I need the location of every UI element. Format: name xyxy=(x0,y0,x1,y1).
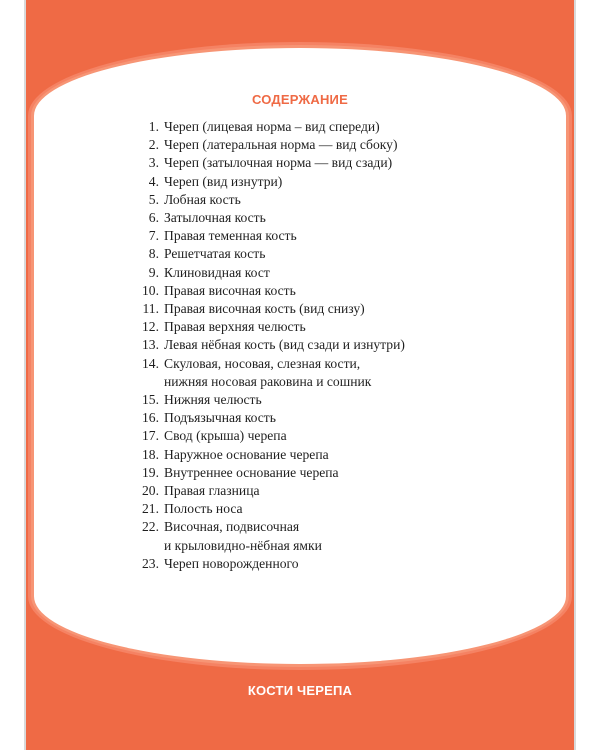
toc-item xyxy=(130,118,460,136)
toc-item-title-line: Череп (латеральная норма — вид сбоку) xyxy=(164,137,398,153)
toc-item xyxy=(130,518,460,554)
toc-item xyxy=(130,336,460,354)
toc-item xyxy=(130,409,460,427)
toc-item-title xyxy=(164,446,460,464)
toc-item-title-line: Скуловая, носовая, слезная кости, xyxy=(164,355,361,371)
toc-item-title xyxy=(164,355,460,391)
toc-item-number: 14. xyxy=(142,355,159,371)
toc-item xyxy=(130,482,460,500)
toc-item-title xyxy=(164,154,460,172)
page-edge-right xyxy=(574,0,576,750)
toc-item-title-line: нижняя носовая раковина и сошник xyxy=(164,373,372,389)
toc-item-number: 9. xyxy=(148,264,159,280)
toc-item-number: 5. xyxy=(148,191,159,207)
toc-item-number: 1. xyxy=(148,119,159,134)
toc-item-title-line: Внутреннее основание черепа xyxy=(164,464,339,480)
toc-item xyxy=(130,427,460,445)
toc-item-title-line: Лобная кость xyxy=(164,191,241,207)
toc-item-title xyxy=(164,500,460,518)
toc-item-number: 16. xyxy=(142,410,159,426)
toc-item-title xyxy=(164,427,460,445)
toc-item xyxy=(130,318,460,336)
toc-item xyxy=(130,300,460,318)
toc-item-number: 7. xyxy=(148,228,159,244)
toc-item-number: 2. xyxy=(148,137,159,153)
toc-item-number: 3. xyxy=(148,155,159,171)
toc-item-title xyxy=(164,191,460,209)
toc-item-title-line: Затылочная кость xyxy=(164,210,266,226)
toc-item-title xyxy=(164,409,460,427)
toc-item-number: 19. xyxy=(142,464,159,480)
toc-item-number: 23. xyxy=(142,555,159,571)
toc-item-title xyxy=(164,282,460,300)
toc-item xyxy=(130,282,460,300)
toc-item-number: 10. xyxy=(142,282,159,298)
toc-item-title-line: Правая теменная кость xyxy=(164,228,297,244)
toc-item-title xyxy=(164,245,460,263)
toc-item xyxy=(130,464,460,482)
toc-item-number: 18. xyxy=(142,446,159,462)
toc-item-number: 21. xyxy=(142,501,159,517)
toc-item-number: 22. xyxy=(142,519,159,535)
toc-item-title-line: Решетчатая кость xyxy=(164,246,266,262)
toc-item-title xyxy=(164,464,460,482)
toc-item-title-line: Височная, подвисочная xyxy=(164,519,300,535)
toc-item-title-line: Наружное основание черепа xyxy=(164,446,329,462)
toc-item-title-line: Левая нёбная кость (вид сзади и изнутри) xyxy=(164,337,405,353)
book-page xyxy=(26,0,574,750)
book-title: КОСТИ ЧЕРЕПА xyxy=(247,683,353,698)
toc-item-title-line: Правая глазница xyxy=(164,483,260,499)
toc-item xyxy=(130,227,460,245)
toc-item-number: 6. xyxy=(148,210,159,226)
toc-item-title-line: Череп (затылочная норма — вид сзади) xyxy=(164,155,393,171)
toc-item-title xyxy=(164,227,460,245)
toc-item xyxy=(130,136,460,154)
toc-item-title xyxy=(164,136,460,154)
toc-item xyxy=(130,555,460,573)
toc-item-title-line: Правая верхняя челюсть xyxy=(164,319,306,335)
toc-item-number: 13. xyxy=(142,337,159,353)
toc-item-title xyxy=(164,264,460,282)
toc-item-title xyxy=(164,391,460,409)
toc-item xyxy=(130,500,460,518)
toc-item-number: 4. xyxy=(148,173,159,189)
toc-item-title xyxy=(164,118,460,136)
contents-heading: СОДЕРЖАНИЕ xyxy=(252,92,348,107)
toc-item xyxy=(130,173,460,191)
toc-item-title-line: Правая височная кость (вид снизу) xyxy=(164,301,365,317)
toc-item-number: 15. xyxy=(142,392,159,408)
toc-item-number: 17. xyxy=(142,428,159,444)
toc-item xyxy=(130,264,460,282)
toc-item-title-line: Клиновидная кост xyxy=(164,264,270,280)
toc-item-title xyxy=(164,482,460,500)
toc-item-title-line: Череп (вид изнутри) xyxy=(164,173,283,189)
toc-item-title-line: Череп (лицевая норма – вид спереди) xyxy=(164,119,380,134)
toc-item-title xyxy=(164,209,460,227)
table-of-contents xyxy=(130,118,460,573)
toc-item-title xyxy=(164,518,460,554)
toc-item-title xyxy=(164,173,460,191)
toc-item xyxy=(130,391,460,409)
toc-item-title xyxy=(164,318,460,336)
toc-item-title-line: Правая височная кость xyxy=(164,282,296,298)
toc-item xyxy=(130,191,460,209)
toc-item-title xyxy=(164,555,460,573)
toc-item xyxy=(130,245,460,263)
toc-item-title-line: Полость носа xyxy=(164,501,243,517)
contents-layer xyxy=(26,0,574,750)
toc-item-number: 20. xyxy=(142,483,159,499)
toc-item-title xyxy=(164,336,460,354)
toc-item-title-line: Подъязычная кость xyxy=(164,410,276,426)
toc-item-title-line: Свод (крыша) черепа xyxy=(164,428,287,444)
toc-item-number: 12. xyxy=(142,319,159,335)
toc-item xyxy=(130,446,460,464)
toc-item-number: 8. xyxy=(148,246,159,262)
toc-item-title-line: Череп новорожденного xyxy=(164,555,299,571)
toc-item-title-line: Нижняя челюсть xyxy=(164,392,262,408)
toc-item-number: 11. xyxy=(142,301,159,317)
toc-item xyxy=(130,355,460,391)
toc-item xyxy=(130,154,460,172)
toc-item xyxy=(130,209,460,227)
toc-item-title xyxy=(164,300,460,318)
toc-item-title-line: и крыловидно-нёбная ямки xyxy=(164,537,322,553)
